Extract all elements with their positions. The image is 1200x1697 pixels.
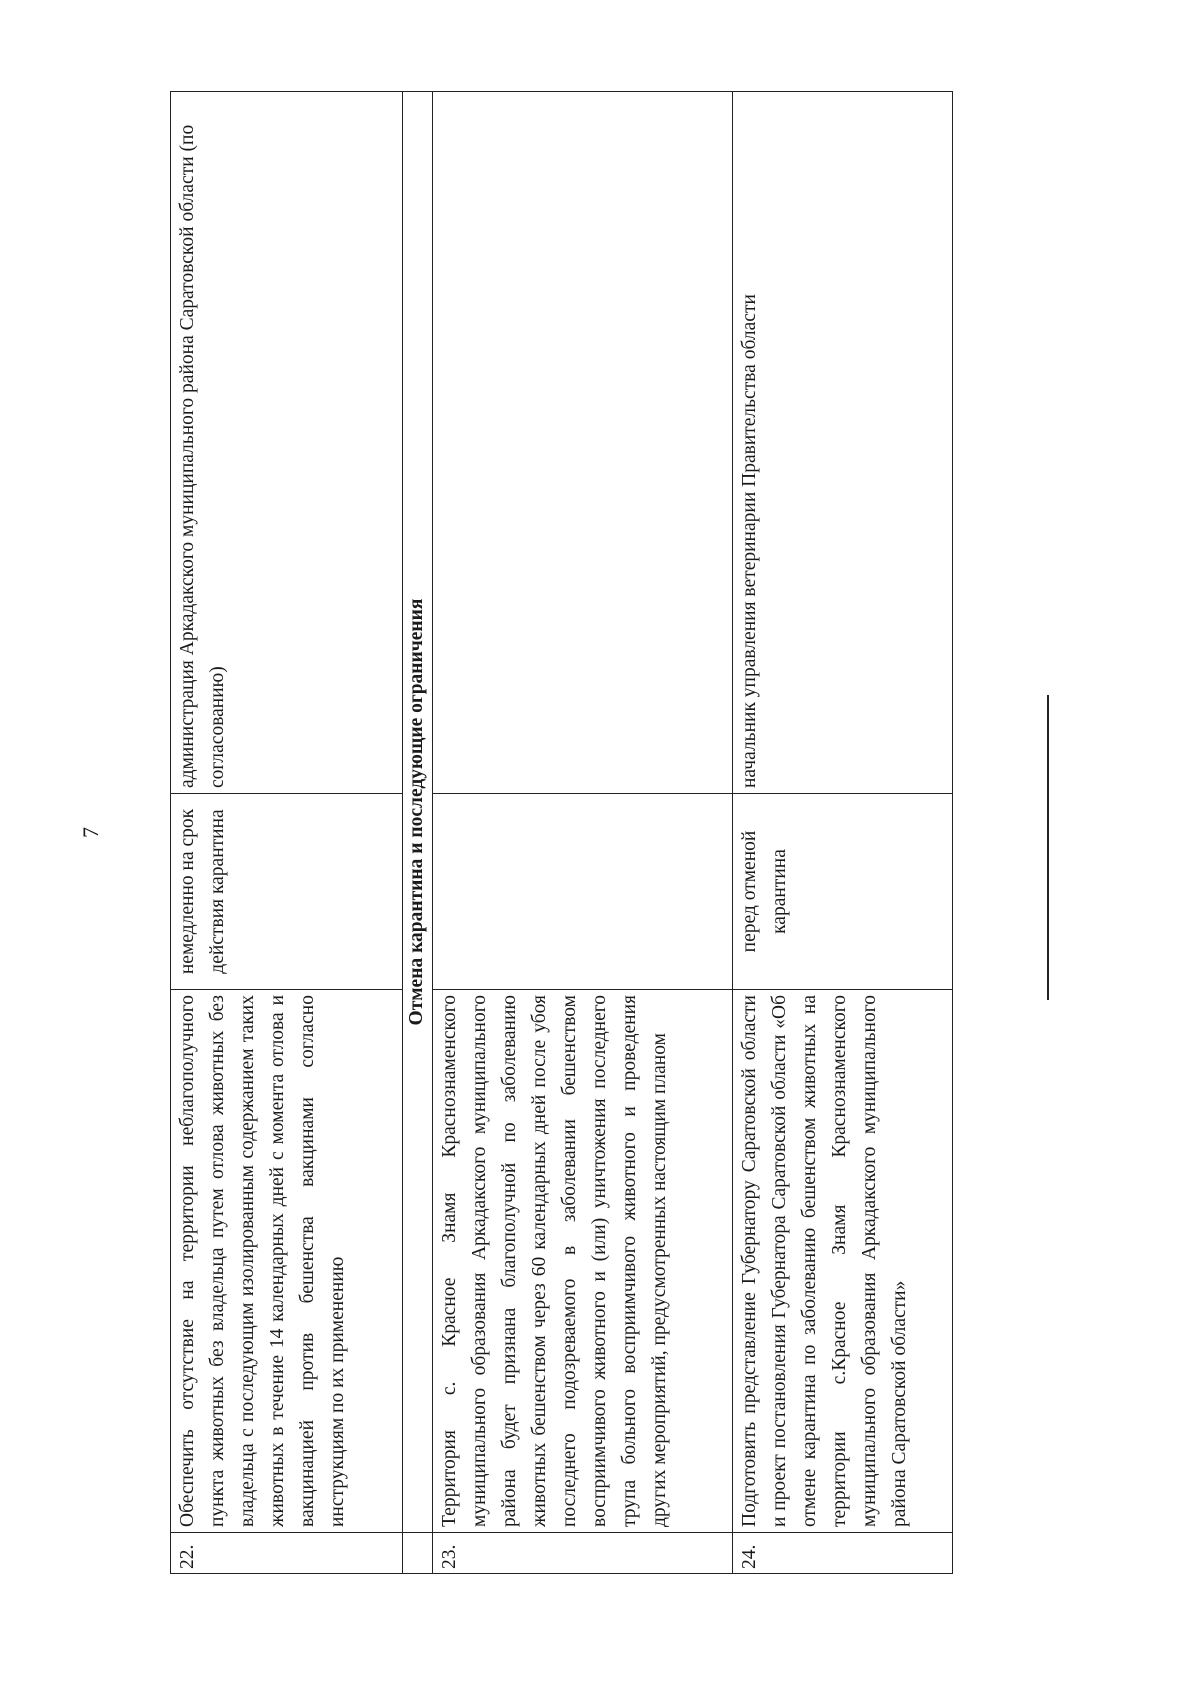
responsible-cell (433, 92, 733, 794)
action-cell: Обеспечить отсутствие на территории неблагополучного пункта животных без владельца путем отлова животных без владельца с последующим изолированным содержанием таких животных в течение 14 календарных дней с момента отлова и вакцинацией против бешенства вакцинами согласно инструкциям по их применению (171, 990, 403, 1533)
action-cell: Территория с. Красное Знамя Краснознаменского муниципального образования Аркадакского муниципального района будет признана благополучной по заболеванию животных бешенством через 60 календарных дней после убоя последнего подозреваемого в заболевании бешенством восприимчивого животного и (или) уничтожения последнего трупа больного восприимчивого животного и проведения других мероприятий, предусмотренных настоящим планом (433, 990, 733, 1533)
responsible-cell: начальник управления ветеринарии Правительства области (733, 92, 953, 794)
row-number: 23. (433, 1533, 733, 1574)
separator-line (1047, 695, 1049, 1000)
section-row (403, 92, 433, 1574)
table-row (171, 92, 403, 1574)
term-cell: немедленно на срок действия карантина (171, 794, 403, 990)
page-number: 7 (78, 827, 103, 838)
term-cell: перед отменой карантина (733, 794, 953, 990)
table-row (733, 92, 953, 1574)
rotated-page-content (170, 92, 952, 1574)
action-cell: Подготовить представление Губернатору Саратовской области и проект постановления Губернатора Саратовской области «Об отмене карантина по заболеванию бешенством животных на территории с.Красное Знамя Краснознаменского муниципального образования Аркадакского муниципального района Саратовской области» (733, 990, 953, 1533)
quarantine-plan-table (170, 91, 953, 1574)
responsible-cell: администрация Аркадакского муниципального района Саратовской области (по согласованию) (171, 92, 403, 794)
section-number-cell (403, 1533, 433, 1574)
table-row (433, 92, 733, 1574)
row-number: 24. (733, 1533, 953, 1574)
term-cell (433, 794, 733, 990)
section-heading: Отмена карантина и последующие ограничения (403, 92, 433, 1533)
row-number: 22. (171, 1533, 403, 1574)
